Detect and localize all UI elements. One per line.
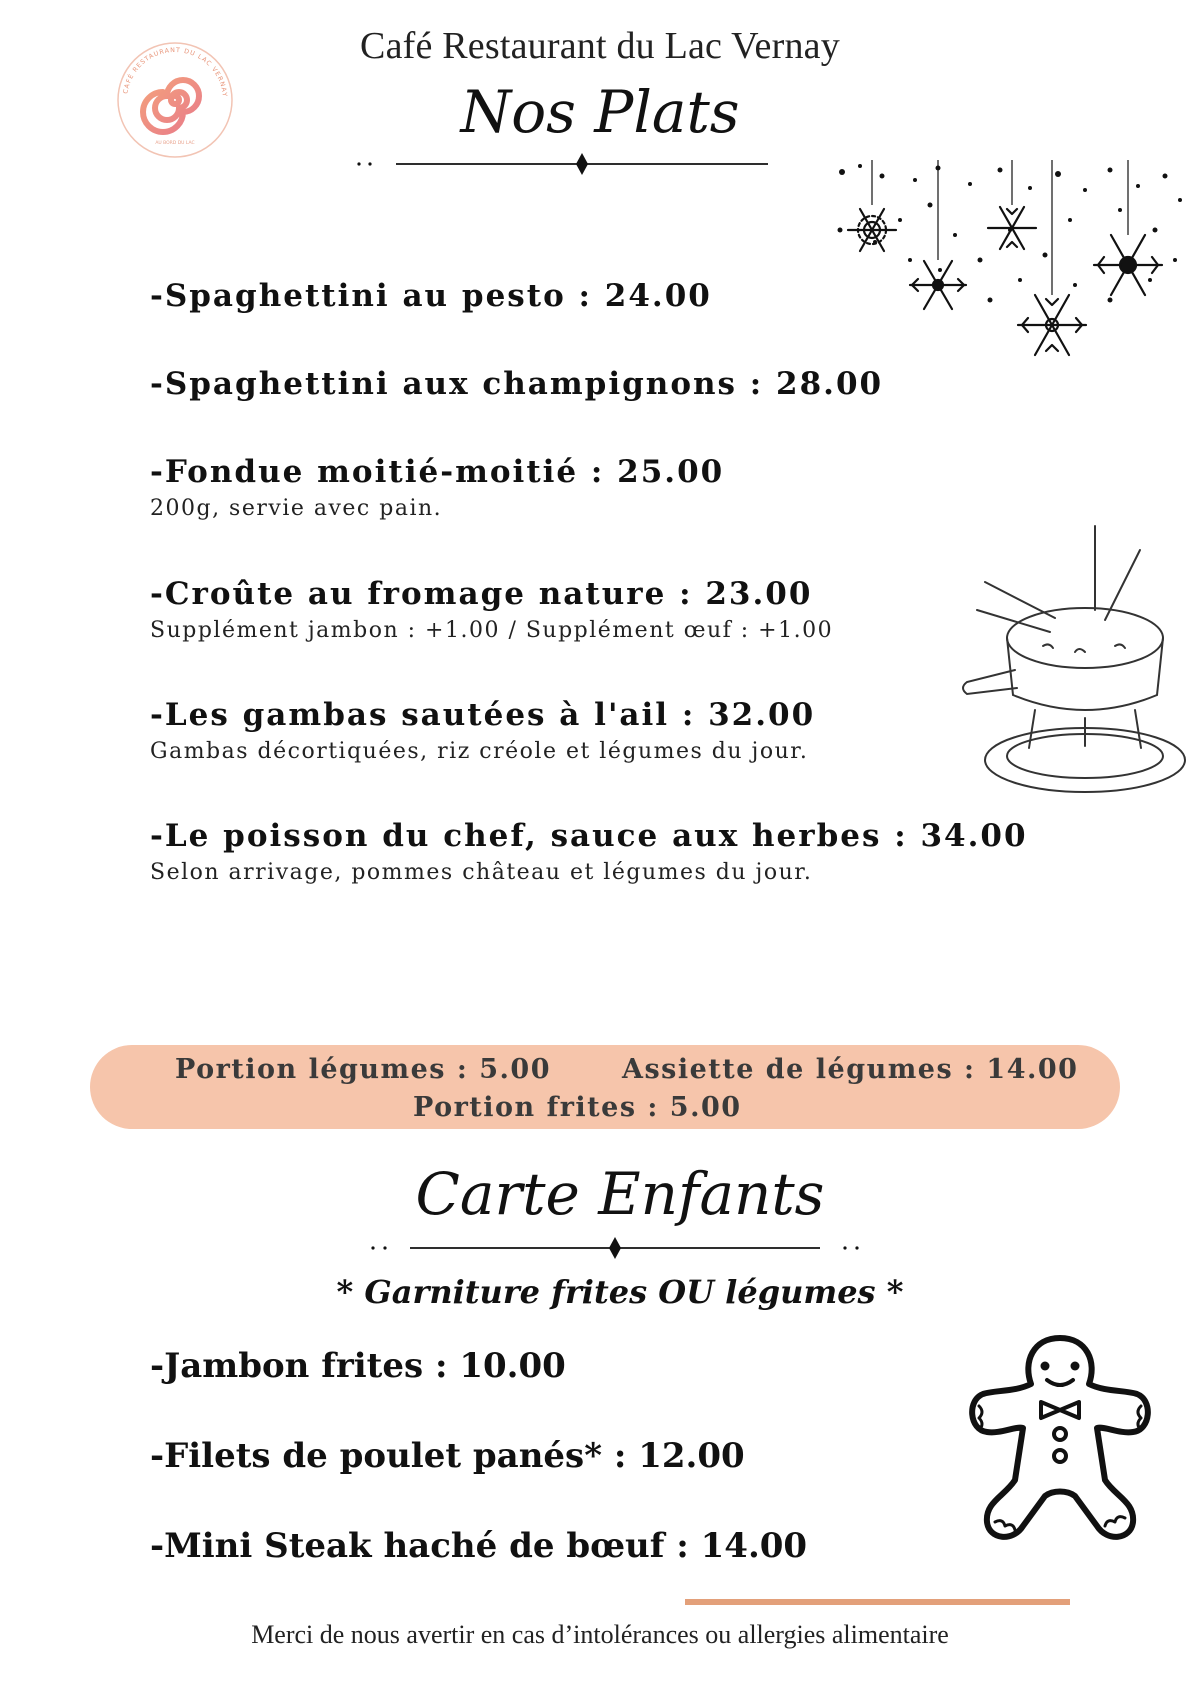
restaurant-logo [115, 40, 235, 160]
dish-item [150, 278, 712, 314]
footer-divider [685, 1599, 1070, 1605]
dish-item [150, 818, 1028, 885]
garniture-note: * Garniture frites OU légumes * [336, 1273, 904, 1311]
svg-text:CAFÉ RESTAURANT DU LAC VERNAY: CAFÉ RESTAURANT DU LAC VERNAY [122, 46, 228, 98]
kids-item: -Jambon frites : 10.00 [150, 1346, 566, 1386]
svg-text:AU BORD DU LAC: AU BORD DU LAC [155, 141, 195, 146]
dish-name-price: -Fondue moitié-moitié : 25.00 [150, 454, 725, 490]
dish-item [150, 454, 724, 521]
kids-item: -Filets de poulet panés* : 12.00 [150, 1436, 745, 1476]
dish-name-price: -Spaghettini aux champignons : 28.00 [150, 366, 884, 402]
dish-description: Supplément jambon : +1.00 / Supplément œuf : +1.00 [150, 618, 834, 643]
title-divider [370, 1236, 860, 1260]
gingerbread-man-icon [965, 1330, 1155, 1550]
dish-item [150, 697, 815, 764]
snowflakes-icon [820, 160, 1190, 390]
allergy-note: Merci de nous avertir en cas d’intolérances ou allergies alimentaire [251, 1620, 949, 1649]
dish-name-price: -Spaghettini au pesto : 24.00 [150, 278, 712, 314]
dish-description: Selon arrivage, pommes château et légumes du jour. [150, 860, 813, 885]
dish-item [150, 576, 833, 643]
dish-description: Gambas décortiquées, riz créole et légumes du jour. [150, 739, 809, 764]
title-divider [356, 152, 808, 176]
dish-item [150, 366, 883, 402]
dish-name-price: -Les gambas sautées à l'ail : 32.00 [150, 697, 816, 733]
kids-item: -Mini Steak haché de bœuf : 14.00 [150, 1526, 808, 1566]
fondue-pot-icon [955, 520, 1195, 820]
side-portion-legumes: Portion légumes : 5.00 [175, 1054, 551, 1085]
spiral-logo-icon [115, 40, 235, 160]
section-title-enfants: Carte Enfants [415, 1160, 825, 1228]
dish-description: 200g, servie avec pain. [150, 496, 443, 521]
section-title-plats: Nos Plats [460, 78, 740, 146]
side-portion-frites: Portion frites : 5.00 [413, 1092, 742, 1123]
restaurant-name: Café Restaurant du Lac Vernay [360, 25, 840, 67]
side-assiette-legumes: Assiette de légumes : 14.00 [622, 1054, 1079, 1085]
dish-name-price: -Le poisson du chef, sauce aux herbes : 34.00 [150, 818, 1028, 854]
dish-name-price: -Croûte au fromage nature : 23.00 [150, 576, 813, 612]
